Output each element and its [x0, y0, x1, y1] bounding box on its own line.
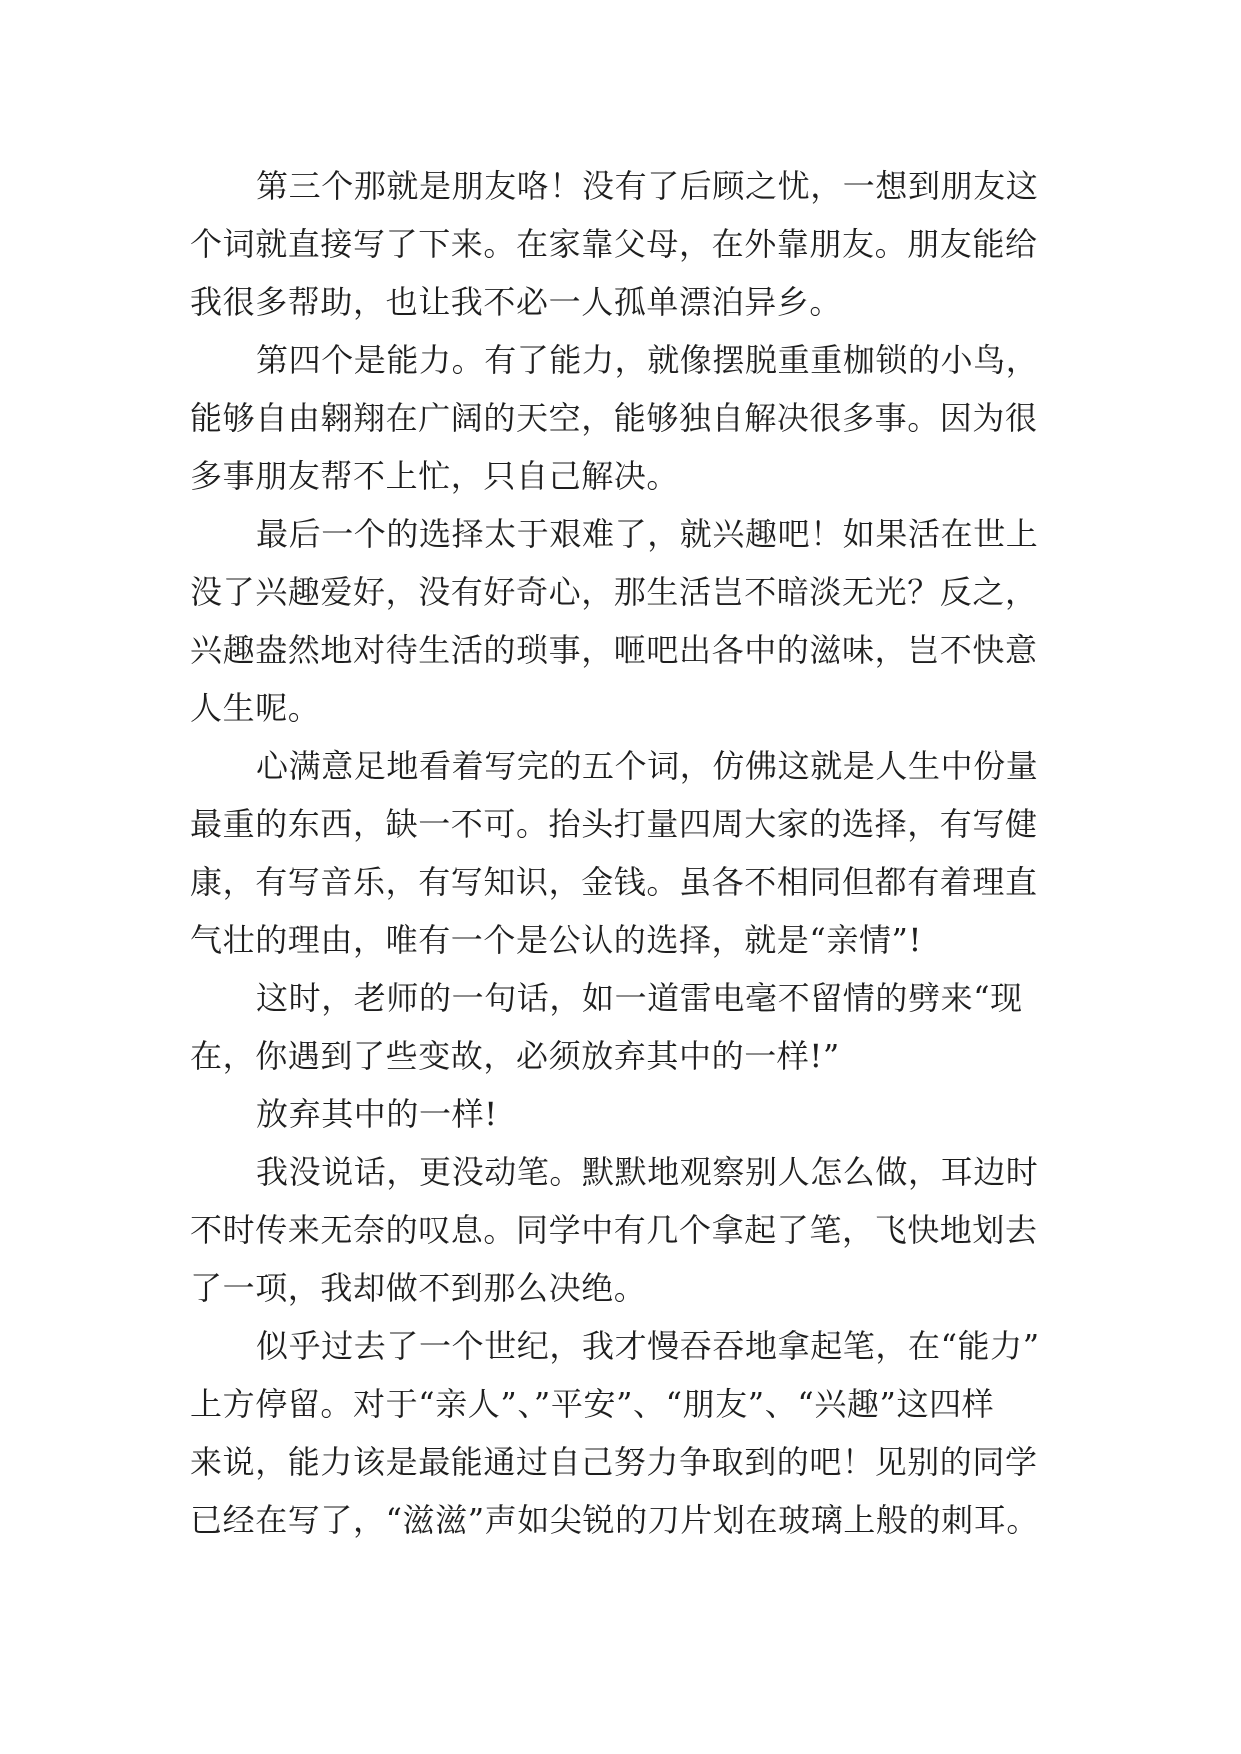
text-line: 心满意足地看着写完的五个词，仿佛这就是人生中份量	[256, 747, 1039, 785]
text-line: 了一项，我却做不到那么决绝。	[190, 1269, 647, 1307]
paragraph	[190, 1143, 1048, 1317]
text-line: 不时传来无奈的叹息。同学中有几个拿起了笔，飞快地划去	[190, 1211, 1038, 1249]
text-line: 能够自由翱翔在广阔的天空，能够独自解决很多事。因为很	[190, 399, 1038, 437]
text-line: 这时，老师的一句话，如一道雷电毫不留情的劈来“现	[256, 979, 1023, 1017]
text-line: 似乎过去了一个世纪，我才慢吞吞地拿起笔，在“能力”	[256, 1327, 1040, 1365]
text-line: 多事朋友帮不上忙，只自己解决。	[190, 457, 680, 495]
text-line: 兴趣盎然地对待生活的琐事，咂吧出各中的滋味，岂不快意	[190, 631, 1038, 669]
document-body	[190, 157, 1048, 1549]
text-line: 我很多帮助，也让我不必一人孤单漂泊异乡。	[190, 283, 843, 321]
paragraph	[190, 157, 1048, 331]
paragraph	[190, 331, 1048, 505]
paragraph	[190, 737, 1048, 969]
text-line: 最后一个的选择太于艰难了，就兴趣吧！如果活在世上	[256, 515, 1039, 553]
text-line: 上方停留。对于“亲人”、”平安”、“朋友”、“兴趣”这四样	[190, 1385, 995, 1423]
text-line: 气壮的理由，唯有一个是公认的选择，就是“亲情”!	[190, 921, 922, 959]
paragraph	[190, 505, 1048, 737]
text-line: 第四个是能力。有了能力，就像摆脱重重枷锁的小鸟，	[256, 341, 1039, 379]
text-line: 已经在写了，“滋滋”声如尖锐的刀片划在玻璃上般的刺耳。	[190, 1501, 1039, 1539]
paragraph	[190, 1085, 1048, 1143]
text-line: 人生呢。	[190, 689, 321, 727]
text-line: 我没说话，更没动笔。默默地观察别人怎么做，耳边时	[256, 1153, 1039, 1191]
text-line: 康，有写音乐，有写知识，金钱。虽各不相同但都有着理直	[190, 863, 1038, 901]
text-line: 个词就直接写了下来。在家靠父母，在外靠朋友。朋友能给	[190, 225, 1038, 263]
text-line: 最重的东西，缺一不可。抬头打量四周大家的选择，有写健	[190, 805, 1038, 843]
text-line: 在，你遇到了些变故，必须放弃其中的一样!”	[190, 1037, 840, 1075]
text-line: 来说，能力该是最能通过自己努力争取到的吧！见别的同学	[190, 1443, 1038, 1481]
paragraph	[190, 1317, 1048, 1549]
paragraph	[190, 969, 1048, 1085]
text-line: 第三个那就是朋友咯！没有了后顾之忧，一想到朋友这	[256, 167, 1039, 205]
text-line: 放弃其中的一样!	[256, 1095, 498, 1133]
text-line: 没了兴趣爱好，没有好奇心，那生活岂不暗淡无光？反之，	[190, 573, 1038, 611]
